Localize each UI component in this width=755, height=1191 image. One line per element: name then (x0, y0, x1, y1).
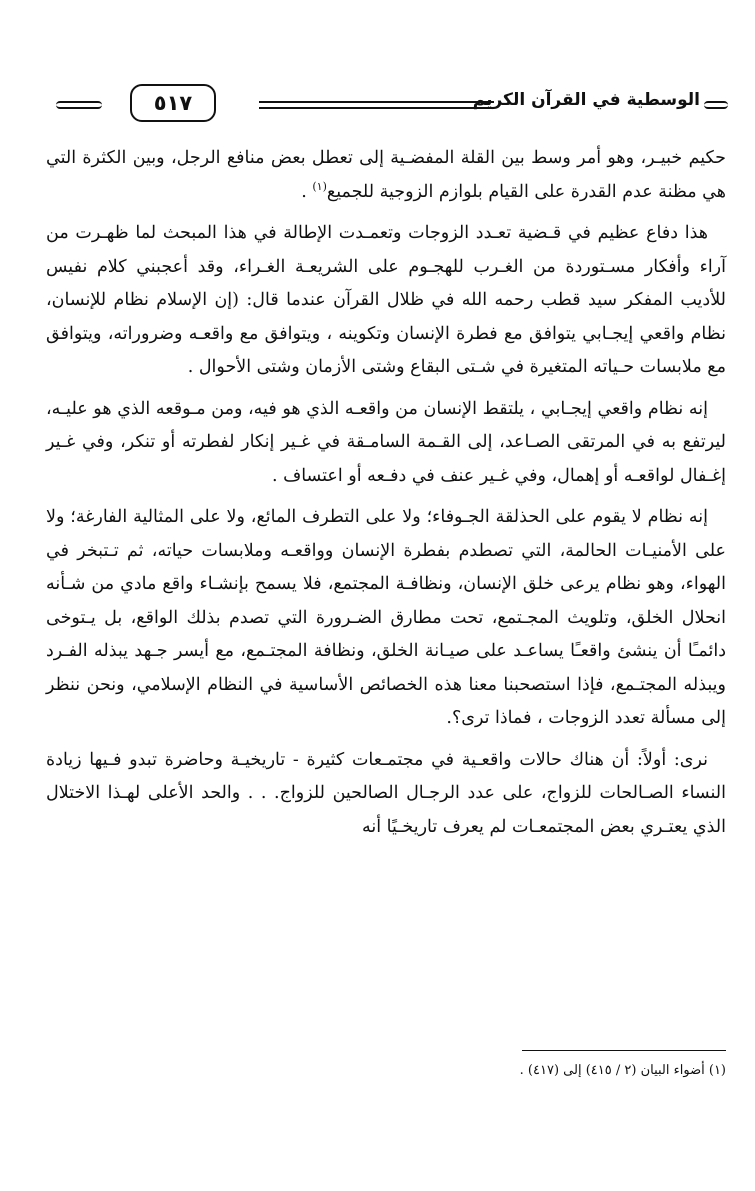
header-ornament-right (704, 101, 728, 109)
running-header (48, 84, 728, 124)
footnote: (١) أضواء البيان (٢ / ٤١٥) إلى (٤١٧) . (519, 1063, 726, 1078)
paragraph-1-text: حكيم خبيـر، وهو أمر وسط بين القلة المفضـية إلى تعطل بعض منافع الرجل، وبين الكثرة التي هي مظنة عدم القدرة على القيام بلوازم الزوجية للجميع (46, 148, 726, 202)
footnote-reference: (١) (312, 179, 327, 193)
paragraph-3: إنه نظام واقعي إيجـابي ، يلتقط الإنسان من واقعـه الذي هو فيه، ومن مـوقعه الذي هو عليـه، ليرتفع به في المرتقى الصـاعد، إلى القـمة السامـقة في غـير إنكار لفطرته أو تنكر، وفي غـير إغـفال لواقعـه أو إهمال، وفي غـير عنف في دفـعه أو اعتساف . (46, 398, 726, 486)
page-number: ٥١٧ (130, 84, 216, 122)
paragraph-4: إنه نظام لا يقوم على الحذلقة الجـوفاء؛ ولا على التطرف المائع، ولا على المثالية الفارغة؛ ولا على الأمنيـات الحالمة، التي تصطدم بفطرة الإنسان وواقعـه وملابسات حياته، ثم تـتبخر في الهواء، وهو نظام يرعى خلق الإنسان، ونظافـة المجتمع، فلا يسمح بإنشـاء واقع مادي من شـأنه انحلال الخلق، وتلويث المجـتمع، تحت مطارق الضـرورة التي تصدم بذلك الواقع، بل يـتوخى دائمـًا أن ينشئ واقعـًا يساعـد على صيـانة الخلق، ونظافة المجتـمع، مع أيسر جـهد يبذله الفـرد ويبذله المجتـمع، فإذا استصحبنا معنا هذه الخصائص الأساسية في النظام الإسلامي، ونحن ننظر إلى مسألة تعدد الزوجات ، فماذا ترى؟. (46, 507, 726, 728)
paragraph-5: نرى: أولاً: أن هناك حالات واقعـية في مجتمـعات كثيرة - تاريخيـة وحاضرة تبدو فـيها زيادة النساء الصـالحات للزواج، على عدد الرجـال الصالحين للزواج. . . والحد الأعلى لهـذا الاختلال الذي يعتـري بعض المجتمعـات لم يعرف تاريخـيًا أنه (46, 749, 726, 837)
paragraph-1 (46, 142, 726, 209)
paragraph-2: هذا دفاع عظيم في قـضية تعـدد الزوجات وتعمـدت الإطالة في هذا المبحث لما ظهـرت من آراء وأفكار مسـتوردة من الغـرب للهجـوم على الشريعـة الغـراء، وقد أعجبني كلام نفيس للأديب المفكر سيد قطب رحمه الله في ظلال القرآن عندما قال: (إن الإسلام نظام للإنسان، نظام واقعي إيجـابي يتوافق مع فطرة الإنسان وتكوينه ، ويتوافق مع واقعـه وضروراته، ويتوافق مع ملابسات حـياته المتغيرة في شـتى البقاع وشتى الأزمان وشتى الأحوال . (46, 223, 726, 377)
book-title: الوسطية في القرآن الكريم (472, 90, 700, 110)
footnote-separator (522, 1050, 726, 1051)
paragraph-1-end: . (301, 181, 313, 202)
main-text (46, 142, 726, 844)
header-ornament-middle (259, 101, 494, 109)
header-ornament-left (56, 101, 102, 109)
